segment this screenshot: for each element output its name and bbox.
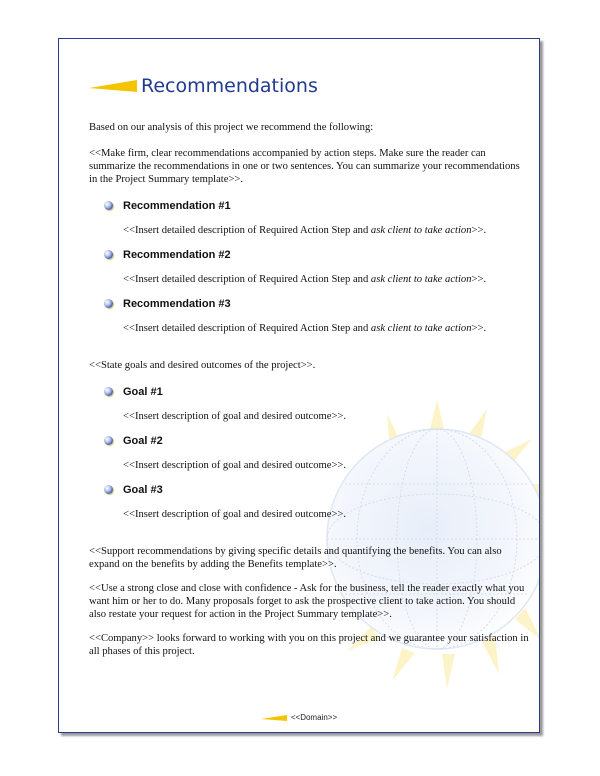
recommendation-item	[89, 248, 529, 286]
yellow-wedge-icon	[261, 715, 287, 721]
bullet-icon	[104, 436, 113, 445]
recommendation-heading: Recommendation #2	[89, 248, 529, 262]
bullet-icon	[104, 387, 113, 396]
goal-heading: Goal #3	[89, 483, 529, 497]
goal-heading: Goal #2	[89, 434, 529, 448]
recommendation-description: <<Insert detailed description of Required Action Step and ask client to take action>>.	[123, 274, 487, 285]
page-footer	[59, 713, 539, 722]
support-paragraph: <<Support recommendations by giving specific details and quantifying the benefits. You can also expand on the benefits by adding the Benefits template>>.	[89, 546, 502, 570]
goal-item	[89, 385, 529, 423]
recommendation-item	[89, 199, 529, 237]
page-header	[89, 71, 318, 101]
goal-description: <<Insert description of goal and desired outcome>>.	[123, 460, 347, 471]
goal-item	[89, 434, 529, 472]
bullet-icon	[104, 250, 113, 259]
recommendations-paragraph: <<Make firm, clear recommendations accompanied by action steps. Make sure the reader can summarize the recommendations in one or two sentences. You can summarize your recommendations in the Project Summary template>>.	[89, 148, 520, 185]
bullet-icon	[104, 485, 113, 494]
bullet-icon	[104, 299, 113, 308]
recommendation-description: <<Insert detailed description of Required Action Step and ask client to take action>>.	[123, 225, 487, 236]
goal-description: <<Insert description of goal and desired outcome>>.	[123, 509, 347, 520]
yellow-wedge-icon	[89, 80, 137, 92]
recommendation-item	[89, 297, 529, 335]
close-paragraph: <<Use a strong close and close with confidence - Ask for the business, tell the reader exactly what you want him or her to do. Many proposals forget to ask the prospective client to take action. You should also restate your request for action in the Project Summary template>>.	[89, 583, 525, 620]
recommendation-heading: Recommendation #3	[89, 297, 529, 311]
recommendation-description: <<Insert detailed description of Required Action Step and ask client to take action>>.	[123, 323, 487, 334]
intro-paragraph: Based on our analysis of this project we recommend the following:	[89, 122, 374, 133]
company-paragraph: <<Company>> looks forward to working with you on this project and we guarantee your satisfaction in all phases of this project.	[89, 633, 529, 657]
page-title: Recommendations	[141, 75, 318, 97]
bullet-icon	[104, 201, 113, 210]
goal-heading: Goal #1	[89, 385, 529, 399]
goal-item	[89, 483, 529, 521]
goals-intro-paragraph: <<State goals and desired outcomes of the project>>.	[89, 360, 316, 371]
goal-description: <<Insert description of goal and desired outcome>>.	[123, 411, 347, 422]
footer-domain: <<Domain>>	[290, 713, 338, 722]
document-body	[89, 121, 529, 658]
recommendation-heading: Recommendation #1	[89, 199, 529, 213]
document-page	[58, 38, 540, 733]
